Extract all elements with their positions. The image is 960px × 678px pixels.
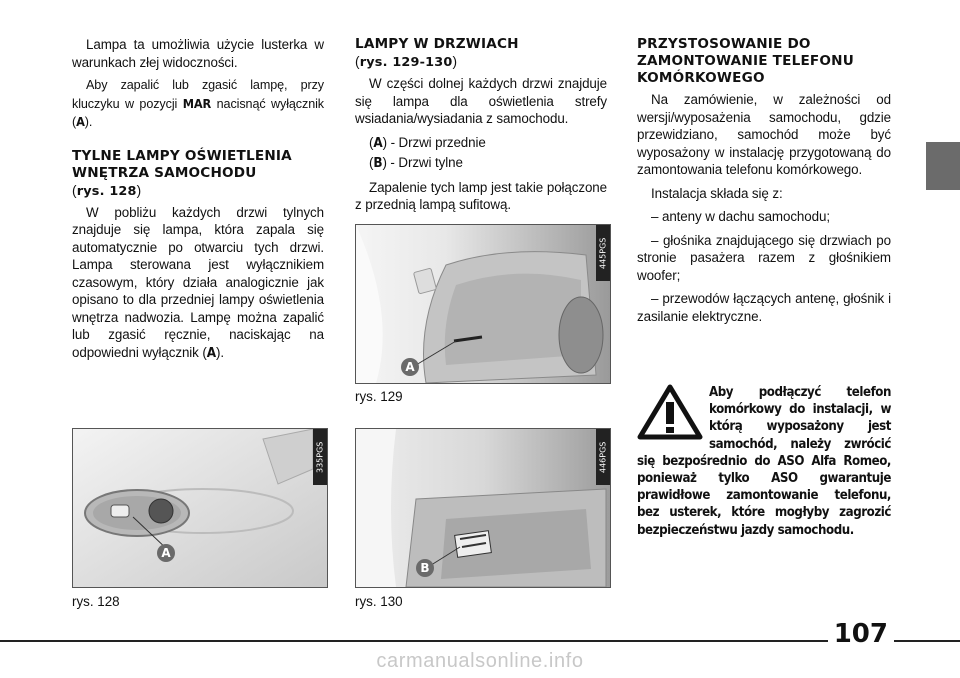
figure-code: 335PGS	[313, 429, 327, 485]
list-item-antenna: – anteny w dachu samochodu;	[651, 209, 830, 224]
heading-line: ZAMONTOWANIE TELEFONU	[637, 53, 854, 69]
callout-a: A	[401, 358, 419, 376]
figure-130	[355, 428, 611, 588]
paren: (	[72, 182, 77, 198]
figure-code: 445PGS	[596, 225, 610, 281]
door-illustration-129	[356, 225, 610, 383]
list-item-cables: – przewodów łączących antenę, głośnik i zasilanie elektryczne.	[637, 291, 891, 324]
paragraph-installation: Instalacja składa się z:	[651, 185, 783, 201]
list-item-front-doors: (A) - Drzwi przednie	[369, 134, 486, 151]
heading-rear-lamps	[72, 148, 324, 200]
paren: )	[136, 182, 142, 198]
ref-letter: A	[373, 135, 383, 151]
heading-line: KOMÓRKOWEGO	[637, 70, 765, 86]
column-1	[72, 36, 324, 368]
caption-129: rys. 129	[355, 389, 403, 404]
text: - Drzwi tylne	[386, 155, 463, 170]
heading-door-lamps	[355, 36, 607, 71]
text: ).	[84, 115, 93, 129]
heading-phone-prep	[637, 36, 891, 87]
figure-ref: rys. 128	[76, 183, 137, 199]
paragraph-door-lamps: W części dolnej każdych drzwi znajduje się lampa dla oświetlenia strefy wsiadania/wysiadania z samochodu.	[355, 76, 607, 126]
figure-ref: rys. 129-130	[359, 55, 453, 70]
footer-rule	[0, 640, 960, 642]
ref-letter: B	[373, 156, 383, 171]
paragraph-mirror-lamp-switch	[72, 77, 324, 132]
list-item-rear-doors: (B) - Drzwi tylne	[369, 155, 463, 171]
column-2	[355, 36, 607, 220]
figure-129	[355, 224, 611, 384]
lamp-illustration-128	[73, 429, 327, 587]
paren: (	[355, 54, 360, 69]
callout-a: A	[157, 544, 175, 562]
heading-line: PRZYSTOSOWANIE DO	[637, 36, 811, 52]
warning-text: Aby podłączyć telefon komórkowy do instalacji, w którą wyposażony jest samochód, należy zwrócić się bezpośrednio do ASO Alfa Romeo, ponieważ tylko ASO gwarantuje prawidłowe zamontowanie telefonu, bez usterek, które mogłyby zagrozić bezpieczeństwu jazdy samochodu.	[637, 385, 891, 538]
door-illustration-130	[356, 429, 610, 587]
text: Aby zapalić lub zgasić lampę, przy kluczyku w pozycji	[72, 78, 324, 111]
paragraph-door-lamps-2: Zapalenie tych lamp jest takie połączone z przednią lampą sufitową.	[355, 179, 607, 212]
paragraph-phone-prep: Na zamówienie, w zależności od wersji/wyposażenia samochodu, gdzie przewidziano, samochód może być wyposażony w instalację przygotowaną do zamontowania telefonu komórkowego.	[637, 92, 891, 177]
heading-line: WNĘTRZA SAMOCHODU	[72, 164, 257, 181]
text: W pobliżu każdych drzwi tylnych znajduje się lampa, która zapala się automatycznie po otwarciu tych drzwi. Lampa sterowana jest wyłącznikiem czasowym, który działa analogicznie jak opisano to dla przedniej lampy oświetlenia wnętrza nadwozia. Lampę można zapalić lub zgasić ręcznie, naciskając na odpowiedni wyłącznik (	[72, 204, 324, 360]
text: ).	[215, 344, 224, 360]
caption-128: rys. 128	[72, 594, 120, 609]
text: - Drzwi przednie	[386, 134, 486, 150]
warning-triangle-icon	[637, 384, 703, 440]
ref-letter: A	[76, 114, 85, 129]
watermark: carmanualsonline.info	[376, 650, 584, 672]
page-number: 107	[828, 619, 894, 649]
text: nacisnąć wyłącznik (	[72, 96, 324, 129]
ref-letter: A	[206, 345, 216, 361]
column-3	[637, 36, 891, 331]
paragraph-rear-lamps	[72, 204, 324, 363]
paren: )	[452, 54, 458, 69]
heading-line: TYLNE LAMPY OŚWIETLENIA	[72, 147, 292, 164]
caption-130: rys. 130	[355, 594, 403, 609]
chapter-tab	[926, 142, 960, 190]
key-position-label: MAR	[182, 95, 212, 111]
warning-box	[637, 384, 891, 539]
heading-line: LAMPY W DRZWIACH	[355, 36, 519, 52]
callout-b: B	[416, 559, 434, 577]
list-item-speaker: – głośnika znajdującego się drzwiach po stronie pasażera razem z głośnikiem woofer;	[637, 232, 891, 283]
figure-128	[72, 428, 328, 588]
figure-code: 446PGS	[596, 429, 610, 485]
paragraph-mirror-lamp: Lampa ta umożliwia użycie lusterka w warunkach złej widoczności.	[72, 37, 324, 70]
